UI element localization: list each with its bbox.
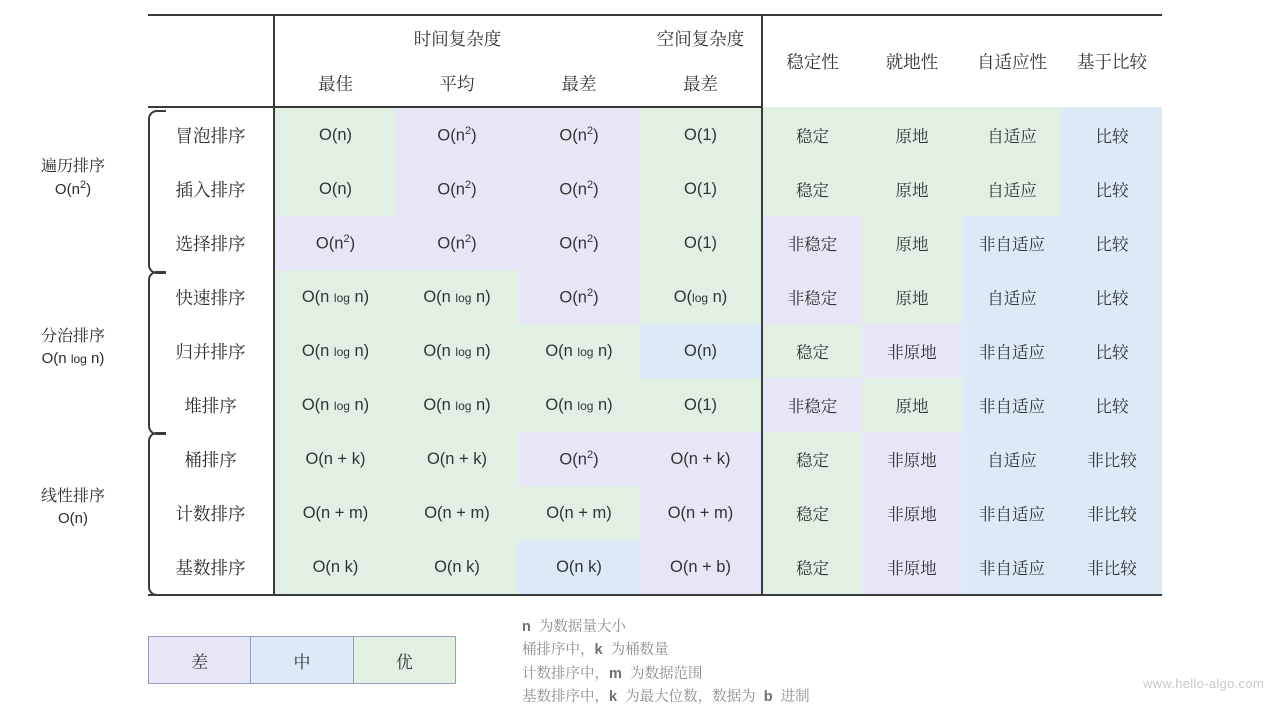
cell-space: O(log n) [640, 270, 762, 324]
table-row [148, 270, 1162, 324]
cell-worst: $O(n^2)$ [518, 107, 640, 162]
note-n: n 为数据量大小 [522, 619, 626, 635]
cell-adaptive: 非自适应 [962, 540, 1062, 595]
cell-stability: 非稳定 [762, 270, 862, 324]
cell-in-place: 原地 [862, 378, 962, 432]
group-label-divide-complexity: O(n log n) [41, 350, 105, 368]
cell-stability: 稳定 [762, 324, 862, 378]
algorithm-name: 计数排序 [175, 503, 246, 524]
header-comparison-based: 基于比较 [1062, 15, 1162, 107]
cell-best: O(n + m) [274, 486, 396, 540]
cell-average: O(n + k) [396, 432, 518, 486]
cell-stability: 稳定 [762, 486, 862, 540]
algorithm-name: 归并排序 [175, 341, 246, 362]
algorithm-name: 快速排序 [175, 287, 246, 308]
cell-stability: 稳定 [762, 432, 862, 486]
cell-best: O(n + k) [274, 432, 396, 486]
cell-adaptive: 自适应 [962, 162, 1062, 216]
cell-comparison: 比较 [1062, 270, 1162, 324]
cell-space: O(n) [640, 324, 762, 378]
cell-stability: 稳定 [762, 540, 862, 595]
cell-comparison: 比较 [1062, 162, 1162, 216]
cell-space: O(1) [640, 378, 762, 432]
table-header [148, 15, 1162, 107]
legend [148, 636, 456, 684]
header-best: 最佳 [274, 60, 396, 107]
header-stability: 稳定性 [762, 15, 862, 107]
cell-average: $O(n^2)$ [396, 216, 518, 270]
cell-best: O(n log n) [274, 378, 396, 432]
group-label-linear [8, 485, 138, 530]
cell-space: O(n + k) [640, 432, 762, 486]
cell-best: O(n log n) [274, 270, 396, 324]
cell-comparison: 非比较 [1062, 540, 1162, 595]
group-label-linear-complexity: O(n) [58, 510, 88, 528]
cell-best: O(n log n) [274, 324, 396, 378]
header-worst: 最差 [518, 60, 640, 107]
cell-space: O(1) [640, 107, 762, 162]
header-space-complexity: 空间复杂度 [640, 15, 762, 60]
legend-bad: 差 [149, 637, 250, 683]
table-body [148, 107, 1162, 595]
header-space-worst: 最差 [640, 60, 762, 107]
cell-in-place: 原地 [862, 270, 962, 324]
legend-mid: 中 [250, 637, 352, 683]
cell-best: O(n k) [274, 540, 396, 595]
cell-space: O(1) [640, 216, 762, 270]
cell-average: O(n log n) [396, 324, 518, 378]
cell-in-place: 非原地 [862, 432, 962, 486]
header-time-complexity: 时间复杂度 [274, 15, 640, 60]
cell-best: O(n) [274, 107, 396, 162]
cell-adaptive: 非自适应 [962, 378, 1062, 432]
cell-comparison: 非比较 [1062, 486, 1162, 540]
table-row [148, 216, 1162, 270]
sorting-comparison-table [148, 14, 1162, 596]
table-row [148, 324, 1162, 378]
cell-worst: O(n log n) [518, 324, 640, 378]
cell-average: O(n + m) [396, 486, 518, 540]
cell-worst: O(n + m) [518, 486, 640, 540]
cell-best: $O(n^2)$ [274, 216, 396, 270]
header-group-row [148, 15, 1162, 60]
cell-in-place: 原地 [862, 107, 962, 162]
cell-stability: 非稳定 [762, 216, 862, 270]
table-row [148, 486, 1162, 540]
cell-adaptive: 自适应 [962, 432, 1062, 486]
header-average: 平均 [396, 60, 518, 107]
group-label-traversal-name: 遍历排序 [40, 158, 105, 175]
cell-in-place: 原地 [862, 162, 962, 216]
cell-comparison: 比较 [1062, 324, 1162, 378]
cell-average: $O(n^2)$ [396, 162, 518, 216]
cell-worst: O(n log n) [518, 378, 640, 432]
cell-comparison: 比较 [1062, 107, 1162, 162]
cell-in-place: 非原地 [862, 540, 962, 595]
header-adaptive: 自适应性 [962, 15, 1062, 107]
cell-worst: $O(n^2)$ [518, 162, 640, 216]
watermark: www.hello-algo.com [1142, 676, 1264, 691]
header-in-place: 就地性 [862, 15, 962, 107]
cell-worst: O(n k) [518, 540, 640, 595]
cell-stability: 非稳定 [762, 378, 862, 432]
cell-adaptive: 自适应 [962, 270, 1062, 324]
group-label-traversal [8, 155, 138, 201]
cell-worst: $O(n^2)$ [518, 270, 640, 324]
cell-worst: $O(n^2)$ [518, 432, 640, 486]
cell-space: O(n + b) [640, 540, 762, 595]
cell-in-place: 原地 [862, 216, 962, 270]
cell-comparison: 比较 [1062, 378, 1162, 432]
cell-average: O(n log n) [396, 378, 518, 432]
header-sub-blank [148, 60, 274, 107]
table-row [148, 540, 1162, 595]
cell-in-place: 非原地 [862, 324, 962, 378]
cell-comparison: 非比较 [1062, 432, 1162, 486]
table-row [148, 107, 1162, 162]
group-label-linear-name: 线性排序 [40, 488, 105, 505]
algorithm-name: 插入排序 [175, 179, 246, 200]
cell-adaptive: 非自适应 [962, 216, 1062, 270]
cell-in-place: 非原地 [862, 486, 962, 540]
algorithm-name: 冒泡排序 [175, 125, 246, 146]
table-row [148, 378, 1162, 432]
algorithm-name: 桶排序 [184, 449, 237, 470]
cell-adaptive: 非自适应 [962, 324, 1062, 378]
cell-comparison: 比较 [1062, 216, 1162, 270]
cell-space: O(n + m) [640, 486, 762, 540]
table-row [148, 432, 1162, 486]
notes-block [522, 616, 810, 710]
cell-average: O(n k) [396, 540, 518, 595]
algorithm-name: 基数排序 [148, 540, 274, 595]
header-corner-blank [148, 15, 274, 60]
legend-good: 优 [353, 637, 455, 683]
cell-adaptive: 自适应 [962, 107, 1062, 162]
cell-space: O(1) [640, 162, 762, 216]
cell-adaptive: 非自适应 [962, 486, 1062, 540]
note-m-counting: 计数排序中，m 为数据范围 [522, 665, 703, 682]
algorithm-name: 选择排序 [175, 233, 246, 254]
group-label-divide-name: 分治排序 [40, 328, 105, 345]
cell-average: O(n log n) [396, 270, 518, 324]
group-label-traversal-complexity: $O(n^2)$ [54, 179, 92, 199]
cell-worst: $O(n^2)$ [518, 216, 640, 270]
table-row [148, 162, 1162, 216]
algorithm-name: 堆排序 [184, 395, 237, 416]
note-k-radix: 基数排序中，k 为最大位数，数据为 b 进制 [522, 689, 810, 706]
cell-stability: 稳定 [762, 107, 862, 162]
cell-stability: 稳定 [762, 162, 862, 216]
cell-average: $O(n^2)$ [396, 107, 518, 162]
note-k-bucket: 桶排序中，k 为桶数量 [522, 642, 669, 659]
cell-best: O(n) [274, 162, 396, 216]
group-label-divide [8, 325, 138, 370]
